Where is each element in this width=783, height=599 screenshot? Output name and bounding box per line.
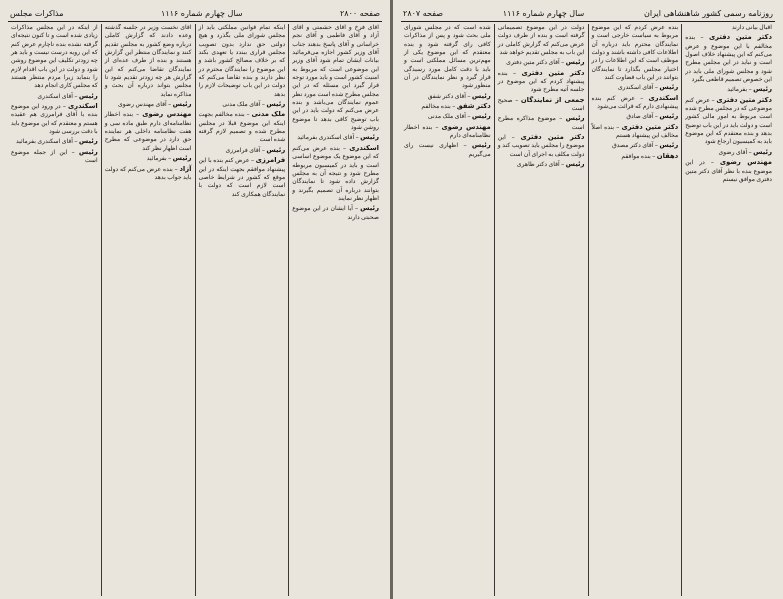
- paragraph-text: بنده عرض می‌کنم که این موضوع یک موضوع اساسی است و باید در کمیسیون مربوطه مطرح شود و نتیجه آن به مجلس گزارش داده شود تا نمایندگان بتوانند درباره آن تصمیم بگیرند و اظهار نظر نمایند: [292, 144, 379, 202]
- paragraph: دکتر متین دفتری – بنده پیشنهاد کردم که این موضوع در جلسه آتیه مطرح شود: [497, 68, 585, 94]
- paragraph-text: این از جمله موضوع است: [11, 148, 98, 165]
- paragraph: دکتر شفق – بنده مخالفم: [421, 102, 491, 111]
- speaker-name: رئیس: [565, 160, 585, 169]
- speaker-name: جمعی از نمایندگان: [520, 95, 585, 104]
- paragraph-text: آقای دکتر شفق: [427, 92, 466, 100]
- left-page-columns: [8, 24, 382, 596]
- speaker-name: رئیس: [360, 204, 379, 213]
- paragraph: دکتر متین دفتری – عرض کنم موضوعی که در مجلس مطرح شده است مربوط به امور مالی کشور است و دولت باید در این باب توضیح بدهد و بنده معتقدم که این موضوع باید به کمیسیون ارجاع شود: [685, 95, 772, 146]
- text-column: [682, 24, 775, 596]
- paragraph: رئیس – بفرمائید: [727, 85, 772, 94]
- issue-info: سال چهارم شماره ۱۱۱۶: [502, 8, 585, 18]
- speaker-name: رئیس: [266, 145, 286, 154]
- paragraph: دکتر متین دفتری – بنده اصلاً مخالف این پیشنهاد هستم: [591, 122, 679, 140]
- speaker-name: مهندس رضوی: [142, 110, 192, 119]
- speaker-name: دکتر متین دفتری: [521, 68, 585, 77]
- paragraph-text: آقای مهندس رضوی: [118, 101, 167, 109]
- speaker-name: رئیس: [753, 147, 772, 156]
- paragraph: [292, 24, 379, 132]
- speaker-name: اسکندری: [648, 93, 679, 102]
- speaker-name: رئیس: [172, 100, 192, 109]
- paragraph: رئیس – آقای مهندس رضوی: [118, 100, 192, 109]
- paragraph-text: در این موضوع بنده با نظر آقای دکتر متین دفتری موافق نیستم: [685, 159, 772, 183]
- paragraph-text: شده است که در مجلس شورای ملی بحث شود و پس از مذاکرات کافی رای گرفته شود و بنده معتقدم که این موضوع یکی از مهم‌ترین مسائل مملکتی است و باید با دقت کامل مورد رسیدگی قرار گیرد و نظر نمایندگان در آن منظور شود: [404, 24, 491, 90]
- paragraph: مهندس رضوی – بنده اخطار نظامنامه‌ای دارم طبق ماده سی و هفت نظامنامه داخلی هر نماینده حق دارد در موضوعی که مطرح است اظهار نظر کند: [104, 110, 192, 152]
- paragraph: رئیس – آقای فرامرزی: [225, 145, 286, 154]
- speaker-name: فرامرزی: [255, 156, 286, 165]
- paragraph-text: اینکه تمام قوانین مملکتی باید از مجلس شورای ملی بگذرد و هیچ دولتی حق ندارد بدون تصویب مجلس قراری ببندد یا تعهدی بکند که بر خلاف مصالح کشور باشد و این موضوع را نمایندگان محترم در نظر دارند و بنده تقاضا می‌کنم که دولت در این باب توضیحات لازم را بدهد: [198, 24, 286, 98]
- paragraph: رئیس – آقای ملک مدنی: [222, 100, 286, 109]
- paragraph: رئیس – آقای اسکندری بفرمائید: [15, 137, 98, 146]
- paragraph-text: آقای رضوی: [718, 148, 748, 156]
- speaker-name: مهندس رضوی: [719, 158, 773, 167]
- paragraph: [498, 24, 585, 57]
- paragraph-text: اظهاری نیست رای می‌گیریم: [404, 142, 491, 158]
- paragraph-text: آقای صادق: [626, 113, 654, 121]
- paragraph-text: عرض کنم بنده با این پیشنهاد موافقم بجهت اینکه در این موقع که کشور در شرایط خاصی است لازم است که دولت با نمایندگان همکاری کند: [198, 157, 286, 198]
- paragraph: رئیس – آقای دکتر مصدق: [612, 141, 679, 150]
- paragraph: آزاد – بنده عرض می‌کنم که دولت باید جواب بدهد: [104, 164, 192, 181]
- paragraph: ملک مدنی – بنده مخالفم بجهت اینکه این موضوع قبلا در مجلس مطرح شده و تصمیم لازم گرفته شده است: [198, 110, 286, 144]
- speaker-name: رئیس: [78, 91, 98, 100]
- section-title: روزنامه رسمی کشور شاهنشاهی ایران: [644, 8, 773, 18]
- speaker-name: رئیس: [471, 141, 491, 150]
- paragraph: رئیس – آقای دکتر طاهری: [516, 160, 585, 169]
- paragraph-text: آقای ملک مدنی: [427, 113, 466, 121]
- paragraph-text: بنده عرض می‌کنم که دولت باید جواب بدهد: [104, 165, 192, 181]
- paragraph-text: آقای اسکندری بفرمائید: [297, 134, 355, 142]
- paragraph: دکتر متین دفتری – بنده مخالفم با این موضوع و عرض می‌کنم که این پیشنهاد خلاف اصول است و نباید در این مجلس مطرح شود و مجلس شورای ملی باید در این خصوص تصمیم قاطعی بگیرد: [685, 33, 772, 84]
- speaker-name: دکتر شفق: [456, 102, 491, 111]
- speaker-name: رئیس: [659, 112, 679, 121]
- paragraph: [592, 24, 679, 82]
- paragraph-text: آقای اسکندری: [617, 84, 654, 92]
- paragraph-text: آقای فرامرزی: [225, 146, 261, 154]
- speaker-name: رئیس: [659, 141, 679, 150]
- speaker-name: رئیس: [172, 154, 192, 163]
- speaker-name: رئیس: [266, 100, 286, 109]
- paragraph: [199, 24, 286, 99]
- speaker-name: رئیس: [78, 137, 98, 146]
- paragraph: [11, 24, 98, 91]
- paragraph: رئیس – آقای رضوی: [718, 147, 772, 156]
- speaker-name: دکتر متین دفتری: [621, 122, 679, 131]
- text-column: [8, 24, 101, 596]
- paragraph-text: بفرمائید: [727, 86, 748, 94]
- paragraph-text: آقای دکتر طاهری: [516, 161, 560, 169]
- speaker-name: رئیس: [78, 147, 98, 156]
- paragraph: فرامرزی – عرض کنم بنده با این پیشنهاد موافقم بجهت اینکه در این موقع که کشور در شرایط خاصی است لازم است که دولت با نمایندگان همکاری کند: [198, 156, 286, 198]
- paragraph-text: آقای اسکندری: [37, 92, 73, 100]
- paragraph-text: بنده موافقم: [621, 152, 651, 160]
- text-column: [401, 24, 494, 596]
- right-page-columns: [401, 24, 775, 596]
- paragraph-text: اقبال بیانی دارند: [731, 24, 772, 31]
- paragraph-text: این موضوع را مجلس باید تصویب کند و دولت مکلف به اجرای آن است: [497, 134, 585, 158]
- paragraph: رئیس – آقای صادق: [626, 112, 679, 121]
- speaker-name: آزاد: [179, 164, 192, 173]
- speaker-name: اسکندری: [349, 143, 379, 152]
- paragraph: اسکندری – در ورود این موضوع بنده با آقای فرامرزی هم عقیده هستم و معتقدم که این موضوع باید با دقت بررسی شود: [11, 102, 98, 136]
- paragraph-text: آقای فرخ و آقای حشمتی و آقای آزاد و آقای فاطمی و آقای نجم خراسانی و آقای پاسخ بدهند جناب آقای وزیر کشور اجازه می‌فرمائید بیانات ایشان تمام شود آقای وزیر این موضوعی است که مربوط به امنیت کشور است و باید مورد توجه قرار گیرد این مسئله که در این مجلس مطرح شده است مورد نظر عموم نمایندگان می‌باشد و بنده عرض می‌کنم که دولت باید در این باب توضیح کافی بدهد تا موضوع روشن شود: [292, 24, 379, 132]
- paragraph: [685, 24, 772, 32]
- left-page: [0, 0, 390, 599]
- text-column: [289, 24, 382, 596]
- speaker-name: رئیس: [659, 83, 679, 92]
- paragraph: [404, 24, 491, 91]
- right-page: [393, 0, 783, 599]
- paragraph: اسکندری – بنده عرض می‌کنم که این موضوع یک موضوع اساسی است و باید در کمیسیون مربوطه مطرح شود و نتیجه آن به مجلس گزارش داده شود تا نمایندگان بتوانند درباره آن تصمیم بگیرند و اظهار نظر نمایند: [292, 143, 379, 202]
- paragraph: مهندس رضوی – در این موضوع بنده با نظر آقای دکتر متین دفتری موافق نیستم: [685, 158, 773, 183]
- text-column: [102, 24, 195, 596]
- paragraph: دهقان – بنده موافقم: [621, 151, 679, 160]
- paragraph-text: دولت در این موضوع تصمیماتی گرفته است و بنده از طرف دولت عرض می‌کنم که گزارش کاملی در این باب به مجلس تقدیم خواهد شد: [497, 24, 585, 57]
- paragraph-text: بنده پیشنهاد کردم که این موضوع در جلسه آتیه مطرح شود: [497, 69, 585, 94]
- page-number: صفحه ۲۸۰۰: [339, 8, 380, 18]
- paragraph-text: آقای دکتر مصدق: [612, 142, 654, 150]
- speaker-name: رئیس: [471, 112, 491, 121]
- paragraph-text: آقای اسکندری بفرمائید: [15, 138, 73, 146]
- speaker-name: رئیس: [360, 133, 379, 142]
- section-title: مذاکرات مجلس: [10, 8, 64, 18]
- paragraph: رئیس – اظهاری نیست رای می‌گیریم: [404, 141, 491, 158]
- paragraph-text: آیا ایشان در این موضوع صحبتی دارند: [292, 205, 379, 221]
- paragraph-text: موضوع مذاکره مطرح است: [497, 115, 585, 131]
- paragraph: رئیس – آقای دکتر متین دفتری: [506, 58, 585, 67]
- paragraph-text: بنده مخالفم: [421, 103, 451, 111]
- speaker-name: ملک مدنی: [251, 110, 286, 119]
- paragraph: رئیس – آیا ایشان در این موضوع صحبتی دارند: [292, 204, 379, 221]
- paragraph-text: آقای نخست وزیر در جلسه گذشته وعده دادند که گزارش کاملی درباره وضع کشور به مجلس تقدیم کنند و نمایندگان منتظر این گزارش هستند و بنده از طرف عده‌ای از نمایندگان تقاضا می‌کنم که این گزارش هر چه زودتر تقدیم شود تا مجلس بتواند درباره آن بحث و مذاکره نماید: [104, 24, 192, 98]
- paragraph: مهندس رضوی – بنده اخطار نظامنامه‌ای دارم: [404, 122, 491, 140]
- left-page-header: [8, 6, 382, 22]
- paragraph: رئیس – آقای اسکندری: [37, 91, 98, 100]
- paragraph: رئیس – آقای ملک مدنی: [427, 112, 491, 121]
- paragraph-text: بنده مخالفم با این موضوع و عرض می‌کنم که این پیشنهاد خلاف اصول است و نباید در این مجلس مطرح شود و مجلس شورای ملی باید در این خصوص تصمیم قاطعی بگیرد: [685, 34, 772, 84]
- paragraph-text: صحیح است: [497, 96, 585, 113]
- speaker-name: رئیس: [565, 114, 585, 123]
- paragraph: رئیس – آقای دکتر شفق: [427, 91, 491, 100]
- paragraph: [105, 24, 192, 99]
- text-column: [589, 24, 682, 596]
- speaker-name: رئیس: [753, 85, 772, 94]
- paragraph: جمعی از نمایندگان – صحیح است: [497, 95, 585, 113]
- speaker-name: اسکندری: [67, 102, 98, 111]
- text-column: [196, 24, 289, 596]
- speaker-name: دکتر متین دفتری: [716, 95, 772, 104]
- speaker-name: دکتر متین دفتری: [520, 133, 585, 142]
- speaker-name: مهندس رضوی: [441, 122, 491, 131]
- paragraph: رئیس – آقای اسکندری: [617, 83, 679, 92]
- right-page-header: [401, 6, 775, 22]
- speaker-name: دهقان: [656, 151, 679, 160]
- paragraph-text: عرض کنم بنده پیشنهادی دارم که قرائت می‌شود: [591, 94, 679, 111]
- paragraph: رئیس – این از جمله موضوع است: [11, 147, 98, 165]
- speaker-name: دکتر متین دفتری: [708, 33, 772, 42]
- paragraph-text: بنده اصلاً مخالف این پیشنهاد هستم: [591, 123, 679, 140]
- paragraph-text: بنده مخالفم بجهت اینکه این موضوع قبلا در مجلس مطرح شده و تصمیم لازم گرفته شده است: [198, 111, 286, 144]
- paragraph: رئیس – بفرمائید: [146, 154, 192, 163]
- speaker-name: رئیس: [565, 58, 585, 67]
- paragraph-text: آقای دکتر متین دفتری: [506, 59, 560, 67]
- paragraph-text: بفرمائید: [146, 155, 167, 163]
- paragraph: رئیس – آقای اسکندری بفرمائید: [297, 133, 379, 142]
- paragraph-text: بنده اخطار نظامنامه‌ای دارم: [404, 123, 491, 140]
- page-number: صفحه ۲۸۰۷: [403, 8, 444, 18]
- paragraph: اسکندری – عرض کنم بنده پیشنهادی دارم که قرائت می‌شود: [591, 93, 679, 111]
- paragraph-text: از اینکه در این مجلس مذاکرات زیادی شده است و تا کنون نتیجه‌ای گرفته نشده بنده ناچارم عرض کنم که این رویه درست نیست و باید هر چه زودتر تکلیف این موضوع روشن شود و دولت در این باب اقدام لازم را بنماید زیرا مردم منتظر هستند که مجلس کاری انجام دهد: [11, 24, 98, 90]
- paragraph-text: در ورود این موضوع بنده با آقای فرامرزی هم عقیده هستم و معتقدم که این موضوع باید با دقت بررسی شود: [11, 103, 98, 136]
- paragraph-text: بنده عرض کردم که این موضوع مربوط به سیاست خارجی است و نمایندگان محترم باید درباره آن اطلاعات کافی داشته باشند و دولت موظف است که این اطلاعات را در اختیار مجلس بگذارد تا نمایندگان بتوانند در این باب قضاوت کنند: [591, 24, 679, 82]
- paragraph-text: آقای ملک مدنی: [222, 101, 261, 109]
- paragraph-text: عرض کنم موضوعی که در مجلس مطرح شده است مربوط به امور مالی کشور است و دولت باید در این باب توضیح بدهد و بنده معتقدم که این موضوع باید به کمیسیون ارجاع شود: [685, 96, 772, 146]
- text-column: [495, 24, 588, 596]
- speaker-name: رئیس: [471, 91, 491, 100]
- issue-info: سال چهارم شماره ۱۱۱۶: [161, 8, 243, 18]
- paragraph-text: بنده اخطار نظامنامه‌ای دارم طبق ماده سی و هفت نظامنامه داخلی هر نماینده حق دارد در موضوعی که مطرح است اظهار نظر کند: [104, 111, 192, 152]
- paragraph: دکتر متین دفتری – این موضوع را مجلس باید تصویب کند و دولت مکلف به اجرای آن است: [497, 133, 585, 158]
- paragraph: رئیس – موضوع مذاکره مطرح است: [497, 114, 585, 131]
